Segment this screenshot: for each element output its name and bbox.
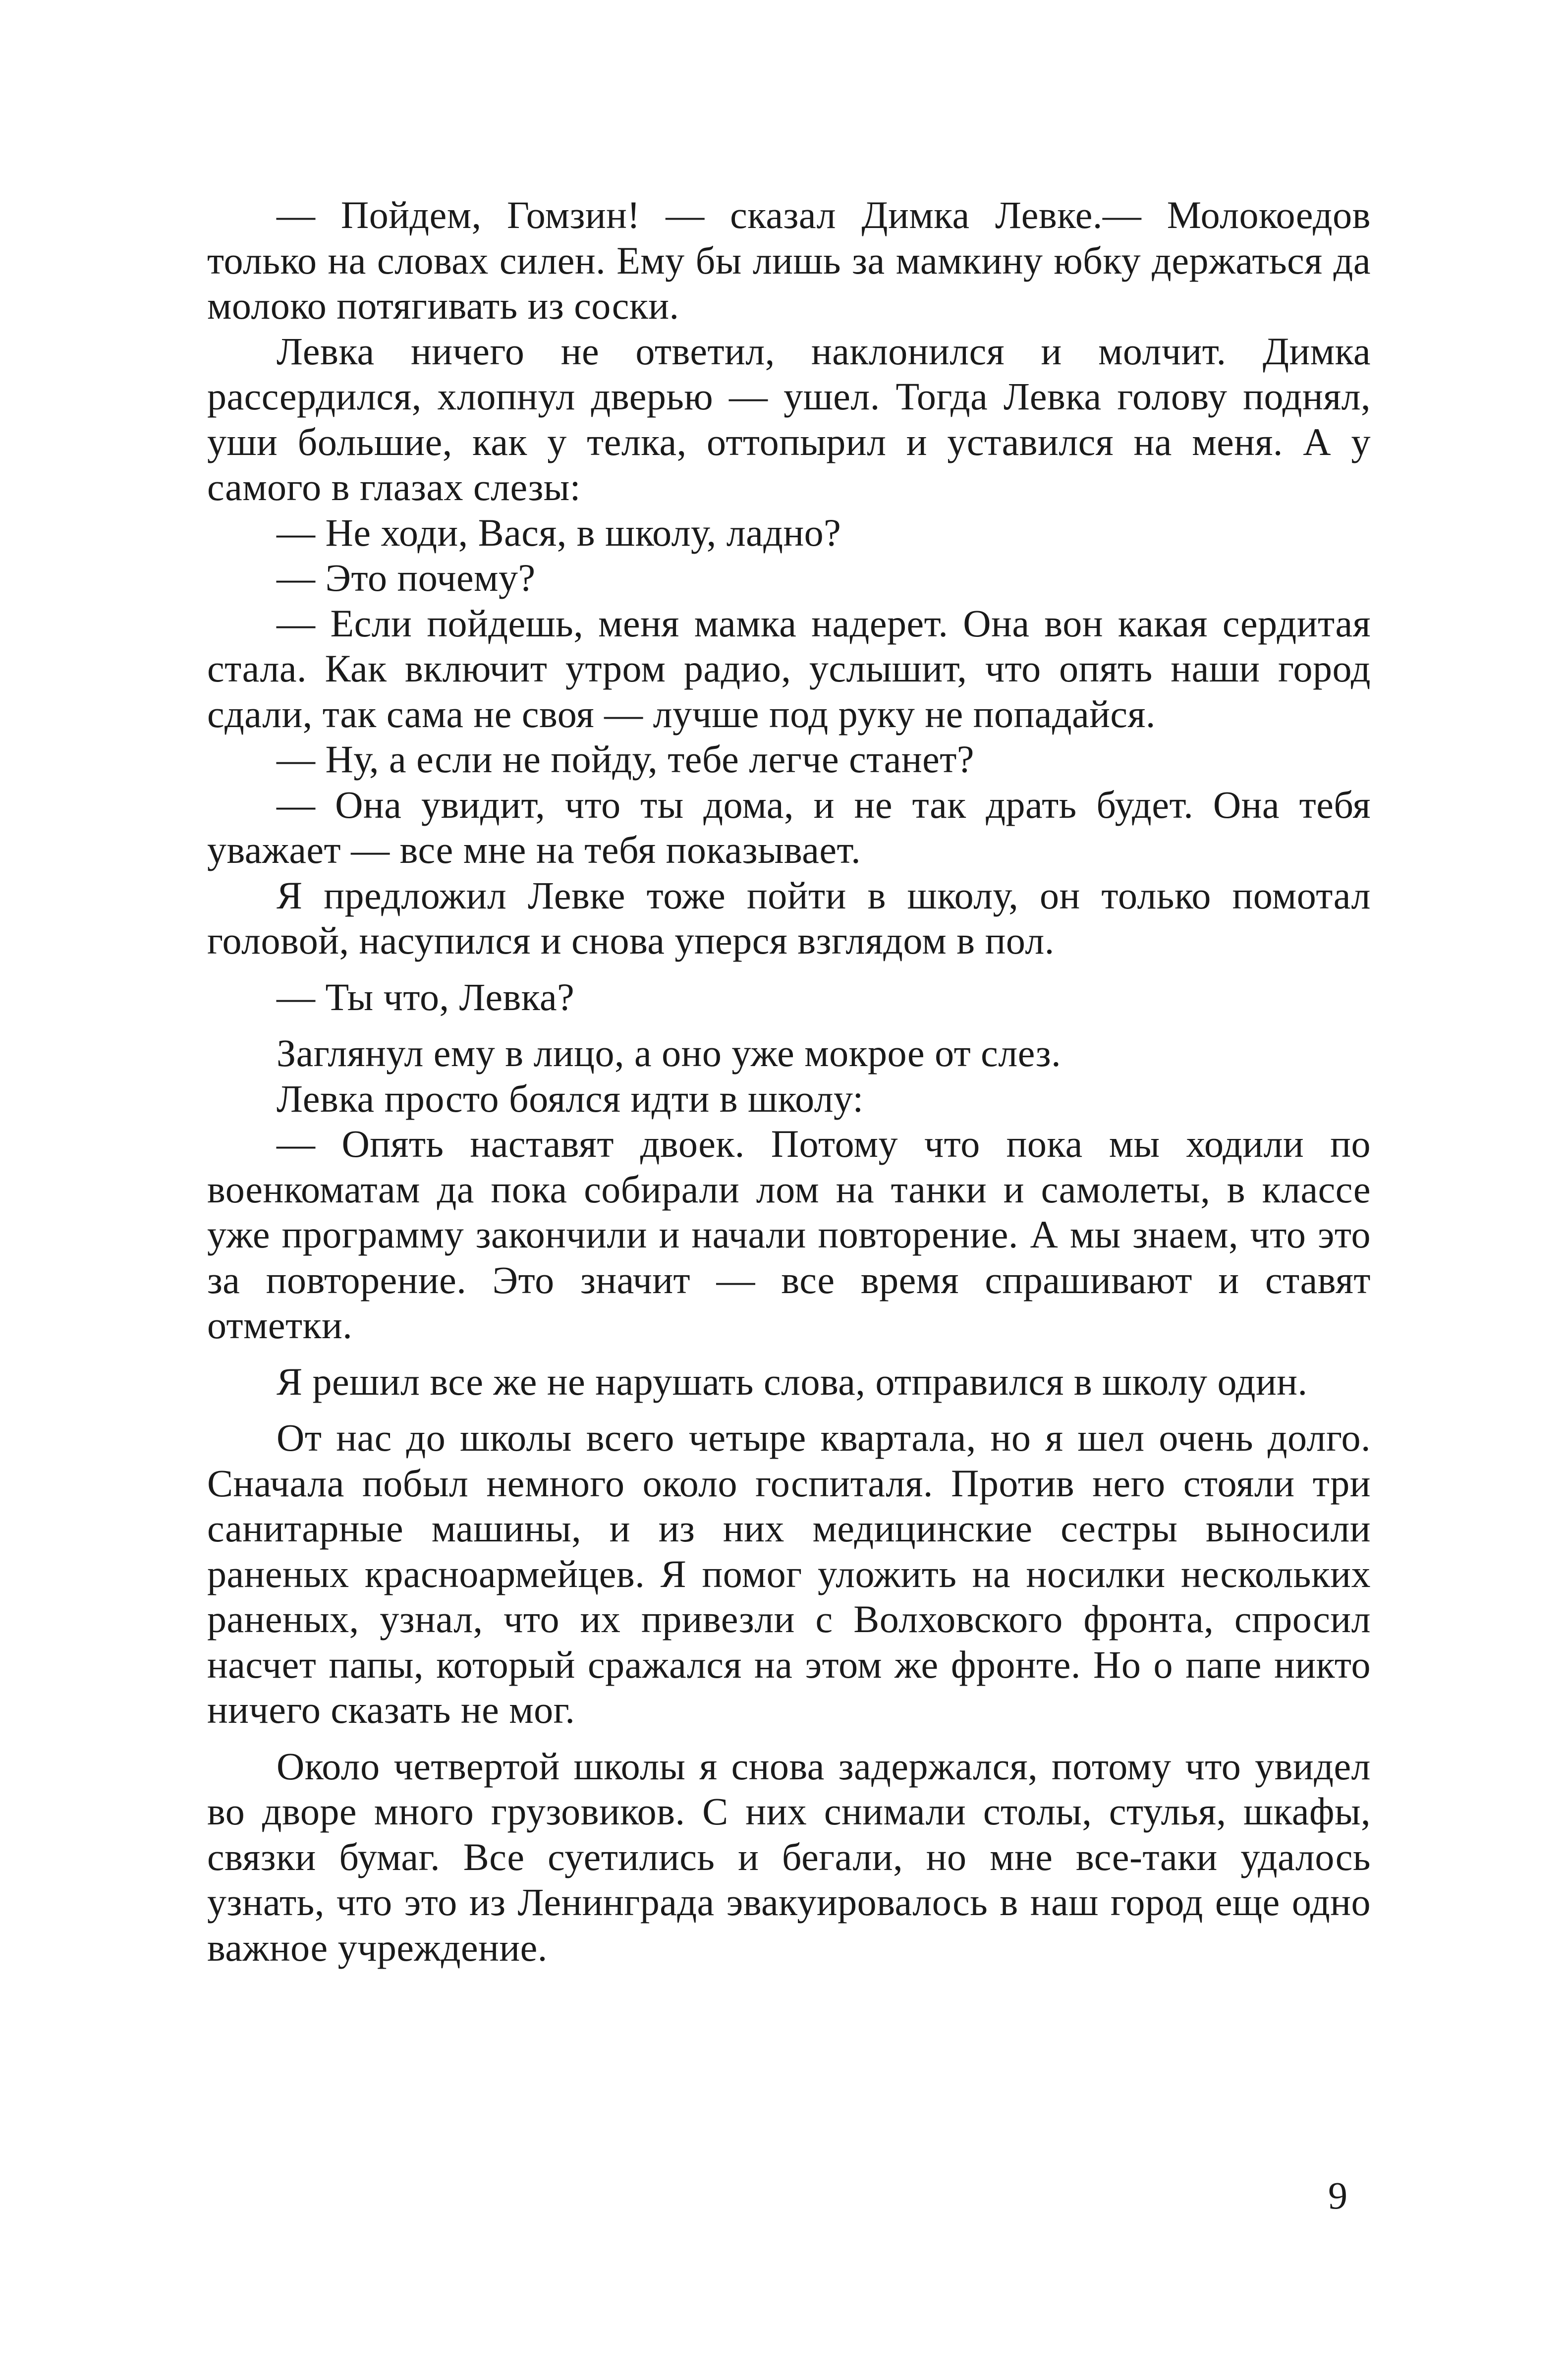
paragraph-10: Заглянул ему в лицо, а оно уже мокрое от слез.: [277, 1031, 1062, 1075]
paragraph-15: Около четвертой школы я снова задержался, потому что увидел во дворе много грузовиков. С них снимали столы, стулья, шкафы, связки бумаг. Все суетились и бегали, но мне все-таки удалось узнать, что это из Ленинграда эвакуировалось в наш город еще одно важное учреждение.: [207, 1744, 1371, 1969]
paragraph-6: — Ну, а если не пойду, тебе легче станет?: [277, 737, 974, 781]
paragraph-2: Левка ничего не ответил, наклонился и молчит. Димка рассердился, хлопнул дверью — ушел. Тогда Левка голову поднял, уши большие, как у телка, оттопырил и уставился на меня. А у самого в глазах слезы:: [207, 329, 1371, 509]
body-text: [207, 192, 1371, 1970]
paragraph-1: — Пойдем, Гомзин! — сказал Димка Левке.— Молокоедов только на словах силен. Ему бы лишь за мамкину юбку держаться да молоко потягивать из соски.: [207, 193, 1371, 327]
paragraph-14: От нас до школы всего четыре квартала, но я шел очень долго. Сначала побыл немного около госпиталя. Против него стояли три санитарные машины, и из них медицинские сестры выносили раненых красноармейцев. Я помог уложить на носилки нескольких раненых, узнал, что их привезли с Волховского фронта, спросил насчет папы, который сражался на этом же фронте. Но о папе никто ничего сказать не мог.: [207, 1416, 1371, 1731]
paragraph-12: — Опять наставят двоек. Потому что пока мы ходили по военкоматам да пока собирали лом на танки и самолеты, в классе уже программу закончили и начали повторение. А мы знаем, что это за повторение. Это значит — все время спрашивают и ставят отметки.: [207, 1122, 1371, 1347]
paragraph-9: — Ты что, Левка?: [277, 975, 575, 1019]
page-number: 9: [1328, 2174, 1347, 2217]
paragraph-7: — Она увидит, что ты дома, и не так драть будет. Она тебя уважает — все мне на тебя показывает.: [207, 783, 1371, 871]
paragraph-4: — Это почему?: [277, 556, 536, 599]
paragraph-13: Я решил все же не нарушать слова, отправился в школу один.: [277, 1360, 1308, 1403]
paragraph-5: — Если пойдешь, меня мамка надерет. Она вон какая сердитая стала. Как включит утром радио, услышит, что опять наши город сдали, так сама не своя — лучше под руку не попадайся.: [207, 601, 1371, 736]
paragraph-11: Левка просто боялся идти в школу:: [277, 1077, 864, 1120]
paragraph-3: — Не ходи, Вася, в школу, ладно?: [277, 510, 841, 554]
paragraph-8: Я предложил Левке тоже пойти в школу, он только помотал головой, насупился и снова уперся взглядом в пол.: [207, 873, 1371, 962]
